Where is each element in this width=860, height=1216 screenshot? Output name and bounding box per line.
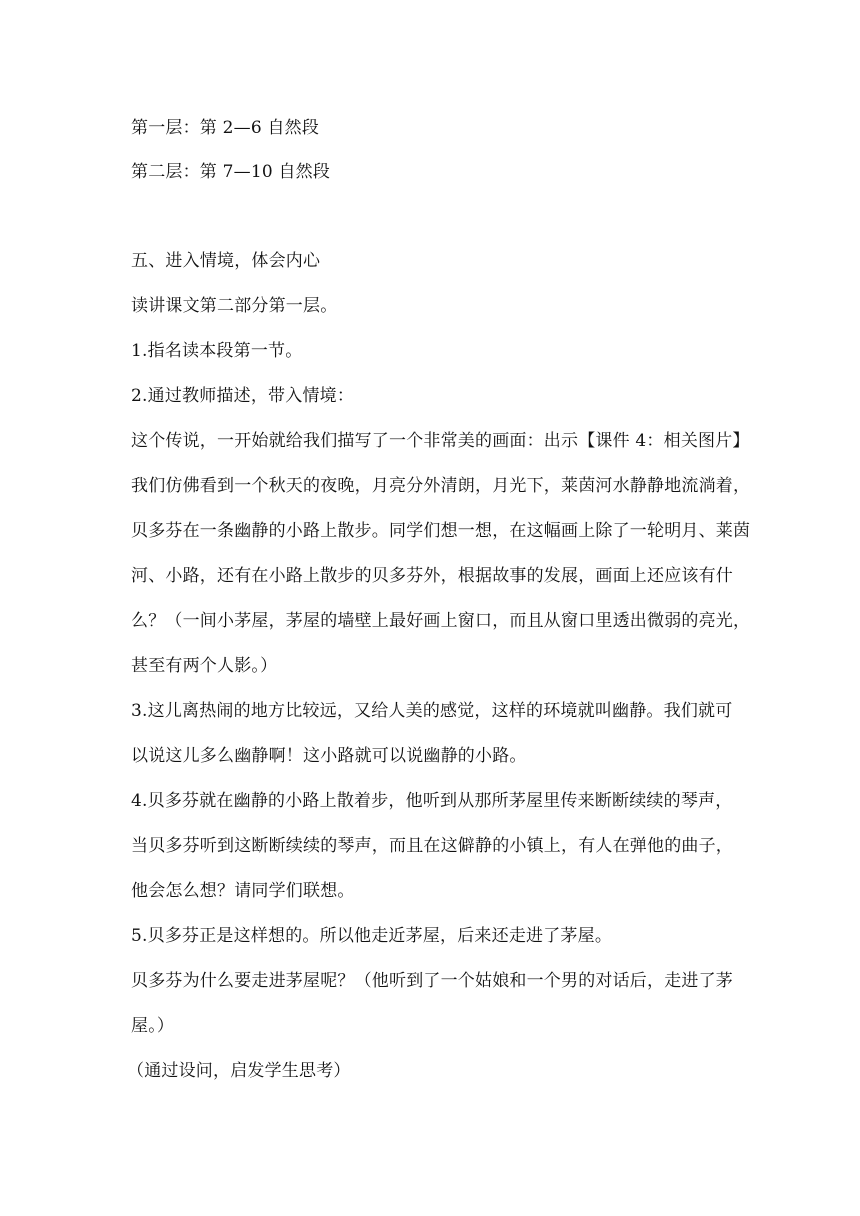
- paragraph-line: 以说这儿多么幽静啊！这小路就可以说幽静的小路。: [131, 746, 527, 766]
- paragraph-line: 这个传说，一开始就给我们描写了一个非常美的画面：出示【课件 4：相关图片】: [131, 431, 750, 451]
- paragraph-line: 甚至有两个人影。）: [131, 656, 278, 676]
- step-2-line: 2.通过教师描述，带入情境：: [131, 386, 355, 406]
- paragraph-line: 读讲课文第二部分第一层。: [131, 296, 338, 316]
- paragraph-line: 他会怎么想？请同学们联想。: [131, 881, 355, 901]
- paragraph-line: 河、小路，还有在小路上散步的贝多芬外，根据故事的发展，画面上还应该有什: [131, 566, 733, 586]
- step-5-line: 5.贝多芬正是这样想的。所以他走近茅屋，后来还走进了茅屋。: [131, 926, 613, 946]
- teaching-note: （通过设问，启发学生思考）: [127, 1061, 351, 1081]
- outline-layer-one: 第一层：第 2—6 自然段: [131, 118, 320, 138]
- outline-layer-two: 第二层：第 7—10 自然段: [131, 162, 331, 182]
- paragraph-line: 贝多芬为什么要走进茅屋呢？（他听到了一个姑娘和一个男的对话后，走进了茅: [131, 971, 733, 991]
- paragraph-line: 么？（一间小茅屋，茅屋的墙壁上最好画上窗口，而且从窗口里透出微弱的亮光，: [131, 611, 751, 631]
- paragraph-line: 我们仿佛看到一个秋天的夜晚，月亮分外清朗，月光下，莱茵河水静静地流淌着，: [131, 476, 751, 496]
- paragraph-line: 贝多芬在一条幽静的小路上散步。同学们想一想，在这幅画上除了一轮明月、莱茵: [131, 521, 751, 541]
- step-3-line: 3.这儿离热闹的地方比较远，又给人美的感觉，这样的环境就叫幽静。我们就可: [131, 701, 733, 721]
- section-heading: 五、进入情境，体会内心: [131, 251, 321, 271]
- step-1-line: 1.指名读本段第一节。: [131, 341, 303, 361]
- paragraph-line: 屋。）: [131, 1016, 175, 1036]
- paragraph-line: 当贝多芬听到这断断续续的琴声，而且在这僻静的小镇上，有人在弹他的曲子，: [131, 836, 733, 856]
- step-4-line: 4.贝多芬就在幽静的小路上散着步，他听到从那所茅屋里传来断断续续的琴声，: [131, 791, 733, 811]
